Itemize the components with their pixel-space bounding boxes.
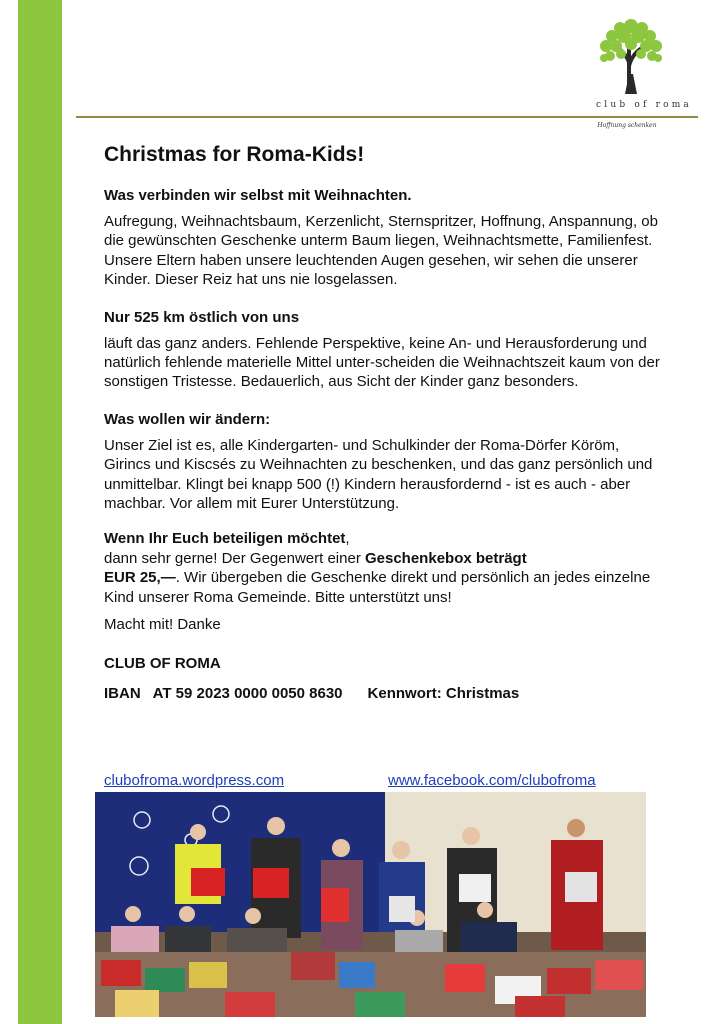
iban-label: IBAN	[104, 684, 141, 702]
iban-number: AT 59 2023 0000 0050 8630	[152, 684, 343, 702]
bank-details	[104, 685, 664, 702]
page-title: Christmas for Roma-Kids!	[104, 143, 365, 166]
geschenkebox-label: Geschenkebox beträgt	[364, 549, 527, 567]
participate-text: dann sehr gerne! Der Gegenwert einer	[104, 549, 365, 567]
section-heading: Nur 525 km östlich von uns	[104, 308, 300, 326]
green-side-bar	[18, 0, 62, 1024]
participate-heading-comma: ,	[345, 530, 350, 548]
section-body: Aufregung, Weihnachtsbaum, Kerzenlicht, Sternspritzer, Hoffnung, Anspannung, ob die gewünschten Geschenke unterm Baum liegen, Weihnachtsmette, Familienfest. Unsere Eltern haben unsere leuchtenden Augen gesehen, wir sehen die unserer Kinder. Dieser Reiz hat uns nie losgelassen.	[104, 213, 658, 289]
facebook-link[interactable]: www.facebook.com/clubofroma	[388, 772, 596, 789]
logo-tagline: Hoffnung schenken	[597, 122, 657, 129]
section-heading: Was verbinden wir selbst mit Weihnachten.	[104, 187, 412, 204]
participate-heading: Wenn Ihr Euch beteiligen möchtet	[104, 530, 346, 548]
logo-name: club of roma	[596, 100, 692, 110]
section-body: Unser Ziel ist es, alle Kindergarten- und Schulkinder der Roma-Dörfer Köröm, Girincs und Kiscsés zu Weihnachten zu beschenken, und das ganz persönlich und unmittelbar. Klingt bei knapp 500 (!) Kindern herausfordernd - ist es auch - aber machbar. Vor allem mit Eurer Unterstützung.	[104, 436, 653, 513]
group-photo	[95, 792, 646, 1017]
blog-link[interactable]: clubofroma.wordpress.com	[104, 772, 285, 789]
club-name: CLUB OF ROMA	[104, 654, 221, 672]
section-heading: Was wollen wir ändern:	[104, 410, 271, 428]
participate-text-2: . Wir übergeben die Geschenke direkt und persönlich an jedes einzelne Kind unserer Roma Gemeinde. Bitte unterstützt uns!	[104, 569, 651, 606]
closing-text: Macht mit! Danke	[104, 616, 221, 634]
participate-paragraph	[104, 529, 664, 607]
price: EUR 25,—	[104, 569, 176, 587]
kennwort: Kennwort: Christmas	[367, 684, 520, 702]
group-photo-illustration	[95, 792, 646, 1017]
tree-icon	[596, 14, 666, 98]
section-body: läuft das ganz anders. Fehlende Perspektive, keine An- und Herausforderung und natürlich fehlende materielle Mittel unter-scheiden die Weihnachtszeit kaum von der sonstigen Tristesse. Bedauerlich, aus Sicht der Kinder ganz besonders.	[104, 334, 660, 391]
header-divider	[76, 116, 698, 118]
main-content	[104, 142, 664, 702]
